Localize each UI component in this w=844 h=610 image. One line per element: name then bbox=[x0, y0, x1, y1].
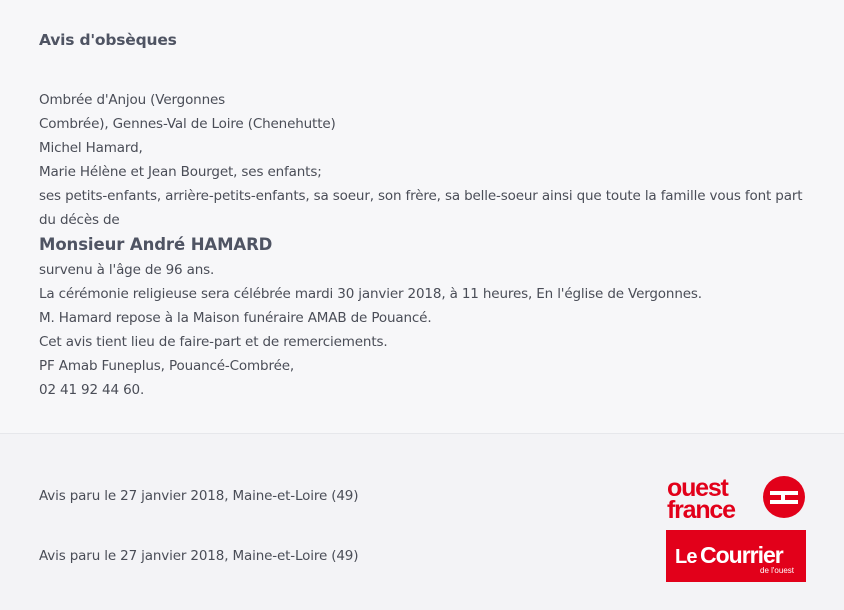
notice-line: Michel Hamard, bbox=[39, 140, 143, 156]
notice-heading: Avis d'obsèques bbox=[39, 31, 177, 49]
publication-info: Avis paru le 27 janvier 2018, Maine-et-Loire (49) bbox=[39, 548, 359, 564]
ouest-france-logo[interactable] bbox=[666, 474, 808, 522]
notice-line: survenu à l'âge de 96 ans. bbox=[39, 262, 215, 278]
notice-line: 02 41 92 44 60. bbox=[39, 382, 145, 398]
notice-line: ses petits-enfants, arrière-petits-enfants, sa soeur, son frère, sa belle-soeur ainsi que toute la famille vous font part bbox=[39, 188, 803, 204]
deceased-name: Monsieur André HAMARD bbox=[39, 235, 273, 254]
notice-line: Combrée), Gennes-Val de Loire (Chenehutte) bbox=[39, 116, 336, 132]
le-courrier-logo-le: Le bbox=[675, 546, 697, 568]
notice-line: du décès de bbox=[39, 212, 120, 228]
notice-line: Ombrée d'Anjou (Vergonnes bbox=[39, 92, 226, 108]
ouest-france-logo-line1: ouest bbox=[667, 474, 728, 502]
notice-line: Marie Hélène et Jean Bourget, ses enfants; bbox=[39, 164, 322, 180]
publication-footer bbox=[0, 434, 844, 610]
publication-info: Avis paru le 27 janvier 2018, Maine-et-Loire (49) bbox=[39, 488, 359, 504]
le-courrier-logo[interactable] bbox=[666, 530, 806, 582]
notice-body bbox=[39, 88, 819, 402]
notice-line: Cet avis tient lieu de faire-part et de remerciements. bbox=[39, 334, 388, 350]
ouest-france-circle-icon bbox=[763, 476, 805, 518]
notice-line: PF Amab Funeplus, Pouancé-Combrée, bbox=[39, 358, 295, 374]
le-courrier-logo-sub: de l'ouest bbox=[760, 566, 794, 575]
notice-line: La cérémonie religieuse sera célébrée mardi 30 janvier 2018, à 11 heures, En l'église de Vergonnes. bbox=[39, 286, 702, 302]
ouest-france-logo-line2: france bbox=[667, 496, 735, 522]
le-courrier-logo-name: Courrier bbox=[700, 542, 783, 568]
notice-line: M. Hamard repose à la Maison funéraire AMAB de Pouancé. bbox=[39, 310, 432, 326]
